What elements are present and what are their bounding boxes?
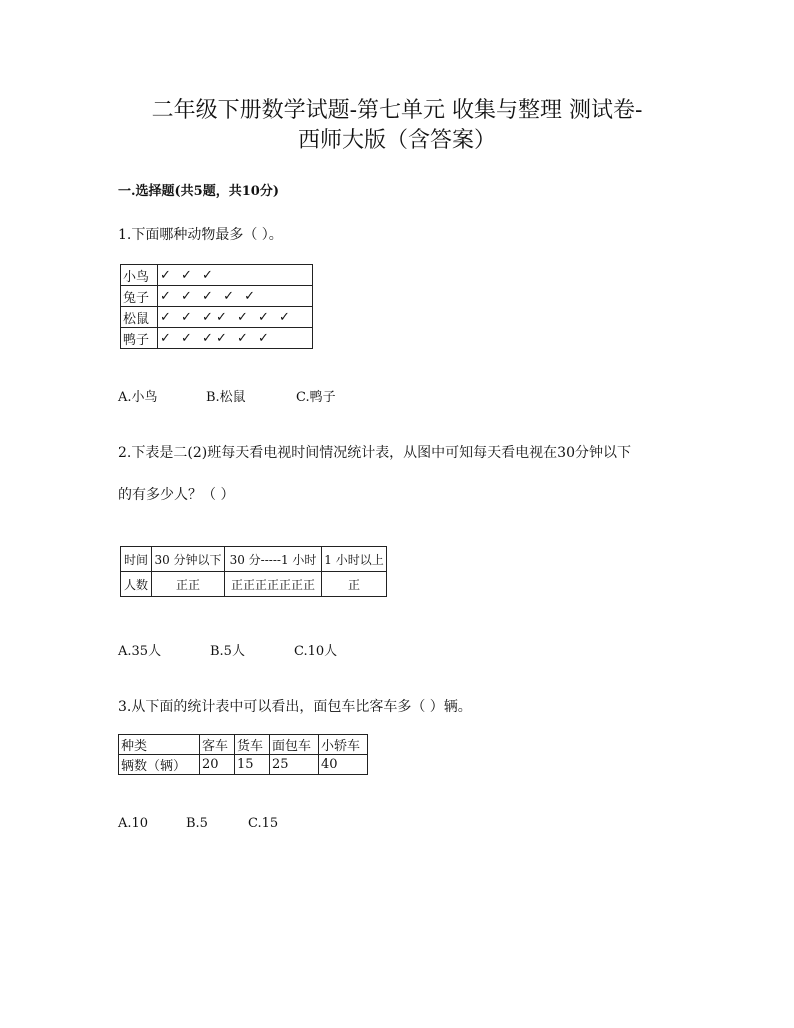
- table-row: [121, 286, 313, 307]
- header-cell: 1 小时以上: [322, 547, 387, 572]
- header-cell: 货车: [235, 735, 270, 755]
- option-a[interactable]: A.小鸟: [118, 390, 158, 405]
- question-1-text: 1.下面哪种动物最多（ ）。: [118, 227, 283, 243]
- option-a[interactable]: A.35人: [118, 644, 162, 659]
- header-cell: 30 分-----1 小时: [225, 547, 322, 572]
- animal-tally-table: [120, 264, 313, 349]
- question-3-text: 3.从下面的统计表中可以看出，面包车比客车多（ ）辆。: [118, 699, 472, 715]
- option-b[interactable]: B.5: [186, 816, 208, 831]
- row-label: 辆数（辆）: [119, 755, 200, 775]
- row-label: 松鼠: [121, 307, 158, 328]
- section-header: 一.选择题(共5题，共10分): [118, 184, 279, 199]
- document-title-line1: 二年级下册数学试题-第七单元 收集与整理 测试卷-: [151, 98, 643, 123]
- table-row: [121, 265, 313, 286]
- row-label: 人数: [121, 572, 152, 597]
- question-2-text-line1: 2.下表是二(2)班每天看电视时间情况统计表，从图中可知每天看电视在30分钟以下: [118, 445, 632, 461]
- document-title-line2: 西师大版（含答案）: [297, 128, 496, 153]
- header-cell: 种类: [119, 735, 200, 755]
- header-cell: 小轿车: [319, 735, 368, 755]
- table-cell: 正: [322, 572, 387, 597]
- row-label: 鸭子: [121, 328, 158, 349]
- tally-marks: ✓ ✓ ✓✓ ✓ ✓: [158, 328, 313, 349]
- option-c[interactable]: C.15: [248, 816, 279, 831]
- option-c[interactable]: C.鸭子: [296, 390, 336, 405]
- table-cell: 正正: [152, 572, 225, 597]
- tally-marks: ✓ ✓ ✓: [158, 265, 313, 286]
- option-b[interactable]: B.松鼠: [206, 390, 246, 405]
- table-row: [119, 735, 368, 755]
- table-row: [121, 572, 387, 597]
- header-cell: 时间: [121, 547, 152, 572]
- tv-time-table: [120, 546, 387, 597]
- row-label: 小鸟: [121, 265, 158, 286]
- header-cell: 面包车: [270, 735, 319, 755]
- question-1-options: [118, 386, 336, 405]
- header-cell: 客车: [200, 735, 235, 755]
- question-3-options: [118, 816, 278, 831]
- table-row: [121, 328, 313, 349]
- vehicle-count-table: [118, 734, 368, 775]
- row-label: 兔子: [121, 286, 158, 307]
- option-b[interactable]: B.5人: [210, 644, 245, 659]
- tally-marks: ✓ ✓ ✓ ✓ ✓: [158, 286, 313, 307]
- table-row: [119, 755, 368, 775]
- table-row: [121, 547, 387, 572]
- question-2-text-line2: 的有多少人？（ ）: [118, 487, 235, 503]
- table-cell: 15: [235, 755, 270, 775]
- header-cell: 30 分钟以下: [152, 547, 225, 572]
- table-row: [121, 307, 313, 328]
- table-cell: 20: [200, 755, 235, 775]
- option-a[interactable]: A.10: [118, 816, 149, 831]
- table-cell: 25: [270, 755, 319, 775]
- table-cell: 正正正正正正正: [225, 572, 322, 597]
- table-cell: 40: [319, 755, 368, 775]
- question-2-options: [118, 640, 337, 659]
- option-c[interactable]: C.10人: [294, 644, 338, 659]
- tally-marks: ✓ ✓ ✓✓ ✓ ✓ ✓: [158, 307, 313, 328]
